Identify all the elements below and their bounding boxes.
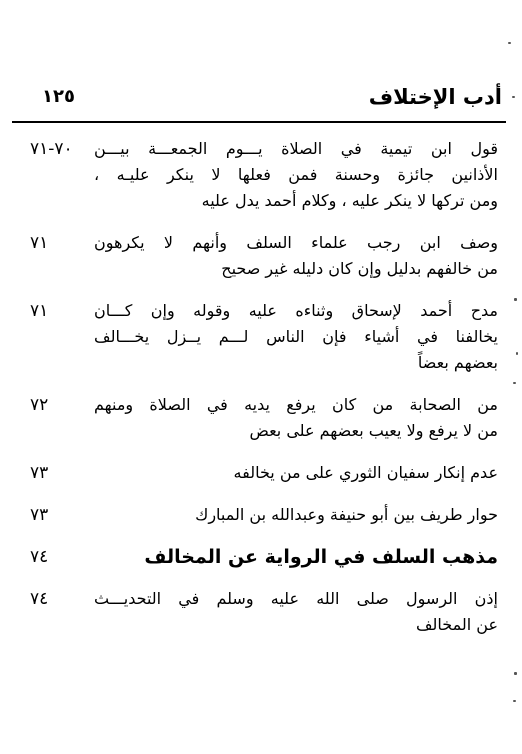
page-reference: ٧٤: [30, 589, 49, 609]
running-header: [10, 80, 504, 120]
scan-speck: [508, 42, 511, 44]
index-entry: [30, 392, 498, 444]
entry-line: يخالفنا في أشياء فإن الناس لـــم يــزل يخـــالف: [94, 327, 498, 346]
entry-line: من الصحابة من كان يرفع يديه في الصلاة ومنهم: [94, 395, 498, 414]
section-heading-entry: [30, 544, 498, 570]
entry-line: بعضهم بعضاً: [417, 353, 498, 372]
page-reference: ٧٤: [30, 547, 49, 567]
entry-line: إذن الرسول صلى الله عليه وسلم في التحديـــث: [94, 589, 498, 608]
scan-speck: [514, 298, 517, 301]
entry-line: من خالفهم بدليل وإن كان دليله غير صحيح: [221, 259, 498, 278]
page-reference: ٧٣: [30, 505, 49, 525]
entry-line: مدح أحمد لإسحاق وثناءه عليه وقوله وإن كـــان: [94, 301, 498, 320]
index-entry: [30, 586, 498, 638]
entry-line: من لا يرفع ولا يعيب بعضهم على بعض: [249, 421, 498, 440]
page-reference: ٧٢: [30, 395, 49, 415]
entry-line: حوار طريف بين أبو حنيفة وعبدالله بن المبارك: [195, 505, 498, 524]
page-reference: ٧٠-٧١: [30, 139, 73, 159]
scan-speck: [513, 382, 516, 384]
book-title: أدب الإختلاف: [368, 85, 502, 109]
index-entry: [30, 136, 498, 214]
scan-speck: [512, 96, 515, 98]
scan-speck: [513, 700, 516, 702]
entry-line: وصف ابن رجب علماء السلف وأنهم لا يكرهون: [94, 233, 498, 252]
scan-speck: [516, 352, 518, 355]
entry-line: عدم إنكار سفيان الثوري على من يخالفه: [233, 463, 498, 482]
entry-line: قول ابن تيمية في الصلاة يـــوم الجمعـــة بيـــن: [94, 139, 498, 158]
index-list: [30, 136, 498, 654]
section-heading: مذهب السلف في الرواية عن المخالف: [144, 546, 498, 568]
index-entry: [30, 230, 498, 282]
index-entry: [30, 502, 498, 528]
page-reference: ٧٣: [30, 463, 49, 483]
index-entry: [30, 298, 498, 376]
header-rule: [12, 121, 506, 123]
entry-line: ومن تركها لا ينكر عليه ، وكلام أحمد يدل عليه: [201, 191, 498, 210]
entry-line: عن المخالف: [415, 615, 498, 634]
index-entry: [30, 460, 498, 486]
page-reference: ٧١: [30, 233, 49, 253]
scan-speck: [514, 672, 517, 675]
page-reference: ٧١: [30, 301, 49, 321]
entry-line: الأذانين جائزة وحسنة فمن فعلها لا ينكر عليـه ،: [94, 165, 498, 184]
page-number: ١٢٥: [42, 86, 75, 107]
